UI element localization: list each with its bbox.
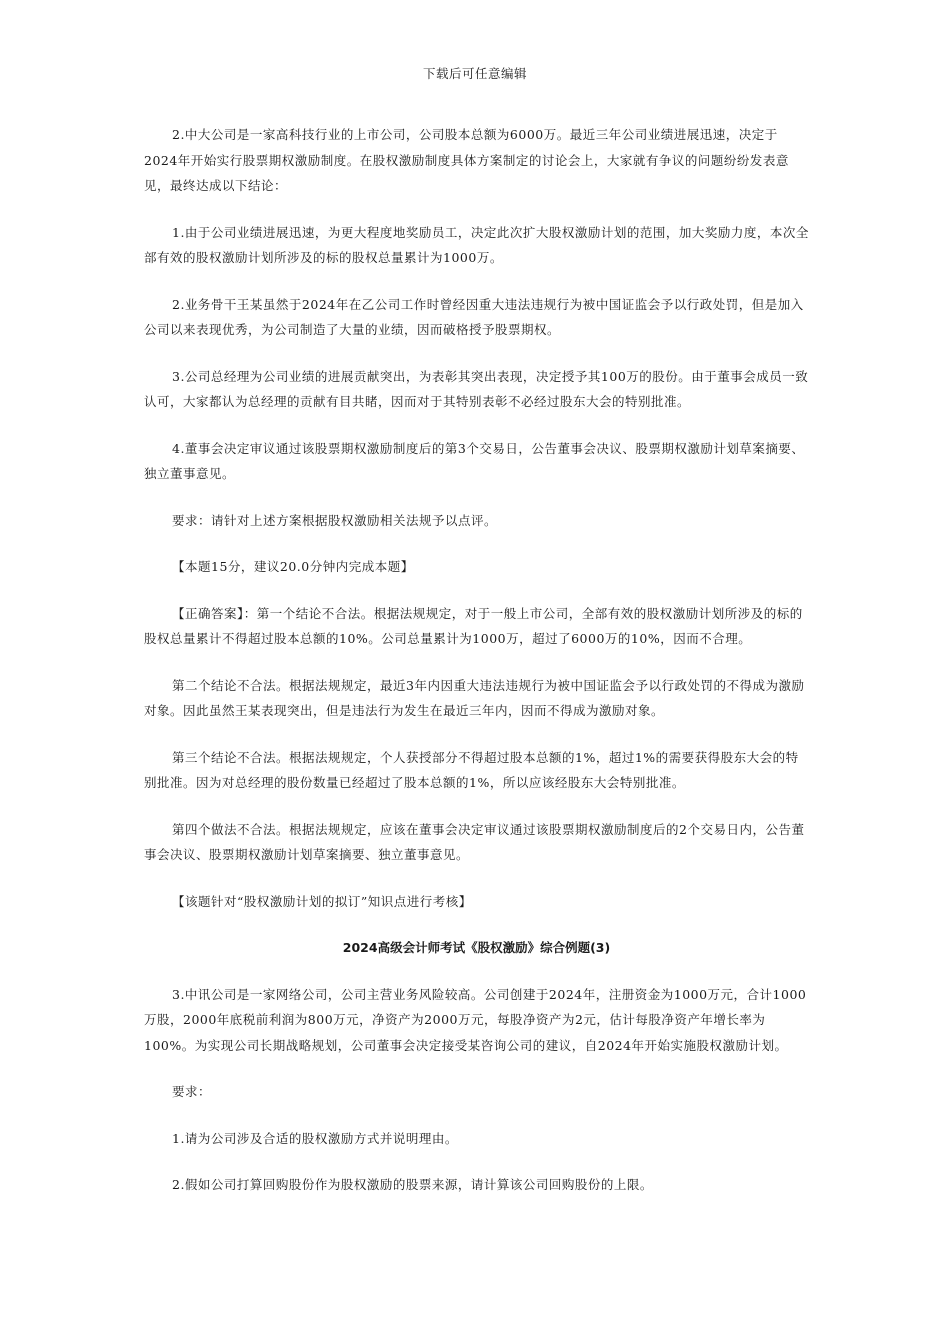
section-title: 2024高级会计师考试《股权激励》综合例题(3) [342, 940, 611, 955]
question-3-requirement-2: 2.假如公司打算回购股份作为股权激励的股票来源，请计算该公司回购股份的上限。 [172, 1177, 653, 1192]
conclusion-3: 3.公司总经理为公司业绩的进展贡献突出，为表彰其突出表现，决定授予其100万的股份。由于董事会成员一致认可，大家都认为总经理的贡献有目共睹，因而对于其特别表彰不必经过股东大会的特别批准。 [144, 368, 809, 409]
answer-2: 第二个结论不合法。根据法规规定，最近3年内因重大违法违规行为被中国证监会予以行政处罚的不得成为激励对象。因此虽然王某表现突出，但是违法行为发生在最近三年内，因而不得成为激励对象。 [144, 677, 805, 718]
knowledge-point-note: 【该题针对“股权激励计划的拟订”知识点进行考核】 [172, 893, 472, 909]
requirement: 要求：请针对上述方案根据股权激励相关法规予以点评。 [172, 512, 498, 528]
conclusion-1: 1.由于公司业绩进展迅速，为更大程度地奖励员工，决定此次扩大股权激励计划的范围，加大奖励力度，本次全部有效的股权激励计划所涉及的标的股权总量累计为1000万。 [144, 224, 809, 265]
question-3-requirement-label: 要求： [172, 1084, 212, 1099]
conclusion-2: 2.业务骨干王某虽然于2024年在乙公司工作时曾经因重大违法违规行为被中国证监会予以行政处罚，但是加入公司以来表现优秀，为公司制造了大量的业绩，因而破格授予股票期权。 [144, 296, 804, 337]
answer-3: 第三个结论不合法。根据法规规定，个人获授部分不得超过股本总额的1%，超过1%的需要获得股东大会的特别批准。因为对总经理的股份数量已经超过了股本总额的1%，所以应该经股东大会特别批准。 [144, 749, 799, 790]
page-header: 下载后可任意编辑 [422, 66, 527, 81]
question-2-intro: 2.中大公司是一家高科技行业的上市公司，公司股本总额为6000万。最近三年公司业绩进展迅速，决定于2024年开始实行股票期权激励制度。在股权激励制度具体方案制定的讨论会上，大家就有争议的问题纷纷发表意见，最终达成以下结论： [144, 127, 789, 193]
score-note: 【本题15分，建议20.0分钟内完成本题】 [172, 559, 414, 574]
answer-4: 第四个做法不合法。根据法规规定，应该在董事会决定审议通过该股票期权激励制度后的2个交易日内，公告董事会决议、股票期权激励计划草案摘要、独立董事意见。 [144, 821, 805, 862]
question-3-intro: 3.中讯公司是一家网络公司，公司主营业务风险较高。公司创建于2024年，注册资金为1000万元，合计1000万股，2000年底税前利润为800万元，净资产为2000万元，每股净资产为2元，估计每股净资产年增长率为100%。为实现公司长期战略规划，公司董事会决定接受某咨询公司的建议，自2024年开始实施股权激励计划。 [144, 986, 807, 1053]
conclusion-4: 4.董事会决定审议通过该股票期权激励制度后的第3个交易日，公告董事会决议、股票期权激励计划草案摘要、独立董事意见。 [144, 440, 805, 481]
question-3-requirement-1: 1.请为公司涉及合适的股权激励方式并说明理由。 [172, 1130, 458, 1146]
document-body [144, 122, 809, 1219]
answer-1: 【正确答案】：第一个结论不合法。根据法规规定，对于一般上市公司，全部有效的股权激励计划所涉及的标的股权总量累计不得超过股本总额的10%。公司总量累计为1000万，超过了6000万的10%，因而不合理。 [144, 605, 803, 646]
